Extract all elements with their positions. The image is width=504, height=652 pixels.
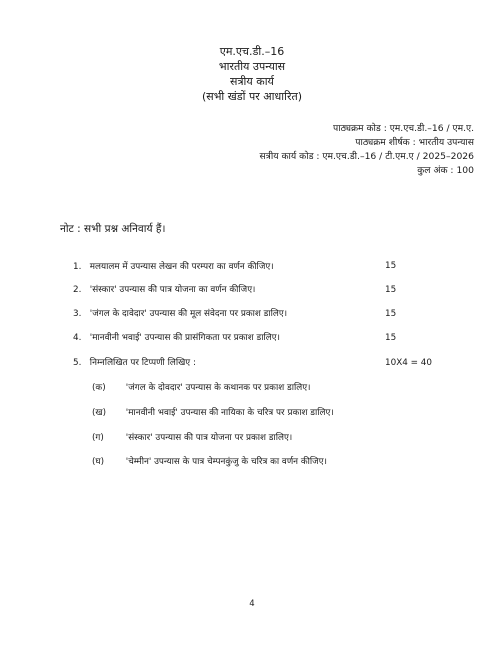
course-meta xyxy=(260,122,474,178)
subpart-label: (ग) xyxy=(92,433,104,443)
question-text: निम्नलिखित पर टिप्पणी लिखिए : xyxy=(89,358,196,368)
question-number: 3. xyxy=(73,309,82,319)
subpart-label: (घ) xyxy=(92,457,105,467)
question-number: 2. xyxy=(73,285,82,295)
subpart-text: 'जंगल के दोवदार' उपन्यास के कथानक पर प्रकाश डालिए। xyxy=(125,383,311,393)
question-marks: 15 xyxy=(385,309,397,319)
subpart-label: (क) xyxy=(92,383,106,393)
subpart-text: 'चेम्मीन' उपन्यास के पात्र चेम्पनकुंजु के चरित्र का वर्णन कीजिए। xyxy=(125,457,327,467)
question-item xyxy=(73,260,274,272)
question-marks: 15 xyxy=(385,285,397,295)
instruction-note: नोट : सभी प्रश्न अनिवार्य हैं। xyxy=(60,223,166,235)
total-marks-line: कुल अंक : 100 xyxy=(417,165,474,176)
subpart-item xyxy=(92,406,334,418)
question-item xyxy=(73,356,196,368)
question-item xyxy=(73,307,287,319)
question-number: 1. xyxy=(73,262,82,272)
subpart-item xyxy=(92,381,310,393)
subpart-label: (ख) xyxy=(92,408,107,418)
question-item xyxy=(73,331,280,343)
course-code-line: पाठ्यक्रम कोड : एम.एच.डी.–16 / एम.ए. xyxy=(333,123,474,134)
subpart-text: 'मानवीनी भवाई' उपन्यास की नायिका के चरित्र पर प्रकाश डालिए। xyxy=(125,408,334,418)
course-title-heading: भारतीय उपन्यास xyxy=(218,60,286,73)
page-number: 4 xyxy=(249,599,255,609)
subpart-item xyxy=(92,455,327,467)
question-number: 5. xyxy=(73,358,82,368)
coverage-note: (सभी खंडों पर आधारित) xyxy=(201,90,303,103)
subpart-text: 'संस्कार' उपन्यास की पात्र योजना पर प्रकाश डालिए। xyxy=(125,433,293,443)
subpart-item xyxy=(92,431,292,443)
question-text: 'संस्कार' उपन्यास की पात्र योजना का वर्णन कीजिए। xyxy=(89,285,256,295)
question-text: 'जंगल के दावेदार' उपन्यास की मूल संवेदना पर प्रकाश डालिए। xyxy=(89,309,288,319)
question-number: 4. xyxy=(73,333,82,343)
assignment-code-line: सत्रीय कार्य कोड : एम.एच.डी.–16 / टी.एम.ए / 2025–2026 xyxy=(259,151,474,162)
course-code-heading: एम.एच.डी.–16 xyxy=(219,45,285,58)
question-text: 'मानवीनी भवाई' उपन्यास की प्रासंगिकता पर प्रकाश डालिए। xyxy=(89,333,280,343)
question-marks: 15 xyxy=(385,333,397,343)
question-text: मलयालम में उपन्यास लेखन की परम्परा का वर्णन कीजिए। xyxy=(89,262,274,272)
assignment-heading: सत्रीय कार्य xyxy=(230,75,274,88)
document-header xyxy=(0,44,504,104)
question-marks: 15 xyxy=(385,261,397,271)
question-marks: 10X4 = 40 xyxy=(385,358,432,368)
course-title-line: पाठ्यक्रम शीर्षक : भारतीय उपन्यास xyxy=(355,137,474,148)
question-item xyxy=(73,283,255,295)
